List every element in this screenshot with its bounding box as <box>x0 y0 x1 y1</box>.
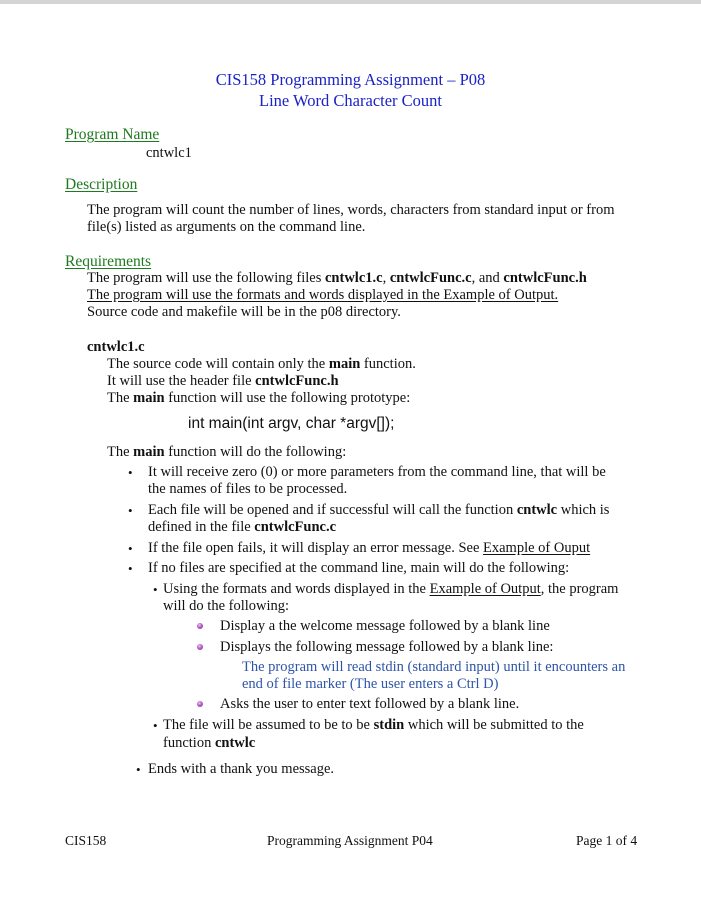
description-line2: file(s) listed as arguments on the command line. <box>87 219 366 235</box>
source-line2 <box>107 373 339 390</box>
source-line3 <box>107 390 410 407</box>
top-border <box>0 0 701 4</box>
sub-bullet2-line2 <box>163 735 255 752</box>
text: The <box>107 444 134 460</box>
file-cntwlcfunc-c: cntwlcFunc.c <box>254 519 337 535</box>
text: function will do the following: <box>164 444 347 460</box>
text: Using the formats and words displayed in the <box>163 581 430 597</box>
text: defined in the file <box>148 519 255 535</box>
text: The <box>107 390 134 406</box>
requirement-files <box>87 270 587 287</box>
file-cntwlcfunc-h: cntwlcFunc.h <box>503 270 587 286</box>
text: Each file will be opened and if successful will call the function <box>148 502 517 518</box>
bullet5: Ends with a thank you message. <box>148 761 335 777</box>
text: function will use the following prototype: <box>164 390 411 406</box>
sub-bullet1-line2: will do the following: <box>163 598 290 614</box>
header-file-name: cntwlcFunc.h <box>255 373 339 389</box>
circle-item2: Displays the following message followed by a blank line: <box>220 639 554 655</box>
bullet-icon: • <box>153 718 158 733</box>
bullet3 <box>148 540 590 557</box>
requirement-formats: The program will use the formats and words displayed in the Example of Output. <box>87 287 559 303</box>
doc-title-line2: Line Word Character Count <box>258 91 443 110</box>
example-of-output-link[interactable]: Example of Output <box>429 581 541 597</box>
keyword-main: main <box>133 390 165 406</box>
circle-bullet-icon <box>197 701 203 707</box>
function-cntwlc: cntwlc <box>516 502 558 518</box>
bullet1-line1: It will receive zero (0) or more parameters from the command line, that will be <box>148 464 606 480</box>
requirements-heading: Requirements <box>65 253 152 270</box>
text: which will be submitted to the <box>404 717 584 733</box>
separator: , and <box>471 270 504 286</box>
sub-bullet2-line1 <box>163 717 584 734</box>
function-cntwlc: cntwlc <box>214 735 256 751</box>
text: If the file open fails, it will display an error message. See <box>148 540 484 556</box>
program-name-value: cntwlc1 <box>146 145 192 161</box>
example-of-output-link[interactable]: Example of Ouput <box>483 540 591 556</box>
footer-center: Programming Assignment P04 <box>267 833 433 848</box>
bullet2-line2 <box>148 519 336 536</box>
source-file-heading: cntwlc1.c <box>87 339 145 355</box>
bullet2-line1 <box>148 502 609 519</box>
keyword-main: main <box>133 444 165 460</box>
doc-title-line1: CIS158 Programming Assignment – P08 <box>215 70 486 89</box>
source-line1 <box>107 356 416 373</box>
file-cntwlcfunc-c: cntwlcFunc.c <box>389 270 472 286</box>
file-cntwlc1-c: cntwlc1.c <box>325 270 383 286</box>
description-line1: The program will count the number of lines, words, characters from standard input or from <box>87 202 615 218</box>
text: function <box>163 735 215 751</box>
bullet-icon: • <box>136 762 141 777</box>
bullet4: If no files are specified at the command line, main will do the following: <box>148 560 570 576</box>
circle-item1: Display a the welcome message followed by a blank line <box>220 618 550 634</box>
text: function. <box>360 356 416 372</box>
requirement-files-text: The program will use the following files <box>87 270 325 286</box>
main-intro <box>107 444 346 461</box>
text: The file will be assumed to be to be <box>163 717 374 733</box>
bullet1-line2: the names of files to be processed. <box>148 481 348 497</box>
requirement-directory: Source code and makefile will be in the p08 directory. <box>87 304 401 320</box>
text: , the program <box>540 581 619 597</box>
description-heading: Description <box>65 176 138 193</box>
circle-bullet-icon <box>197 644 203 650</box>
program-name-heading: Program Name <box>65 126 160 143</box>
sub-bullet1-line1 <box>163 581 618 598</box>
text: It will use the header file <box>107 373 256 389</box>
stdin-message-line2: end of file marker (The user enters a Ctrl D) <box>242 676 499 692</box>
bullet-icon: • <box>128 541 133 556</box>
separator: , <box>382 270 390 286</box>
bullet-icon: • <box>153 582 158 597</box>
circle-bullet-icon <box>197 623 203 629</box>
footer-page-number: Page 1 of 4 <box>576 833 638 848</box>
bullet-icon: • <box>128 465 133 480</box>
function-prototype: int main(int argv, char *argv[]); <box>188 415 395 432</box>
footer-left: CIS158 <box>65 833 107 848</box>
stdin-message-line1: The program will read stdin (standard input) until it encounters an <box>242 659 626 675</box>
text: which is <box>557 502 610 518</box>
bullet-icon: • <box>128 561 133 576</box>
bullet-icon: • <box>128 503 133 518</box>
circle-item3: Asks the user to enter text followed by a blank line. <box>220 696 520 712</box>
text: The source code will contain only the <box>107 356 329 372</box>
keyword-main: main <box>328 356 361 372</box>
keyword-stdin: stdin <box>373 717 405 733</box>
